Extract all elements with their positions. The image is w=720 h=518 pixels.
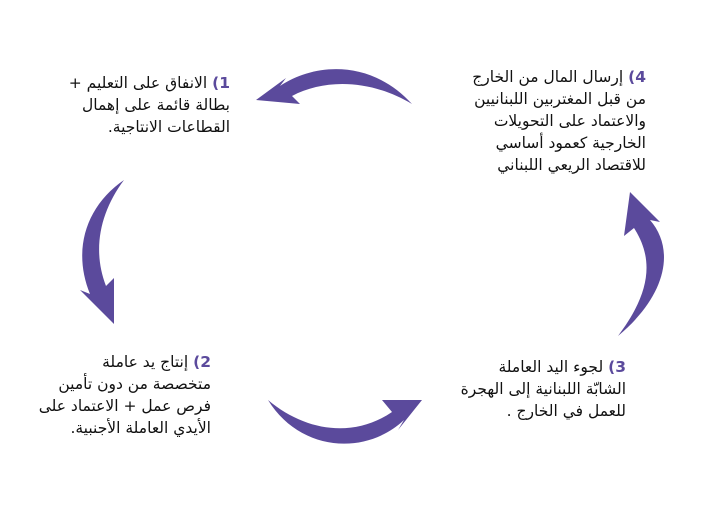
step-text-line: لجوء اليد العاملة	[498, 358, 604, 376]
arrow-1-to-2	[80, 180, 124, 324]
step-text-line: الانفاق على التعليم +	[68, 74, 208, 92]
step-text-line: متخصصة من دون تأمين	[58, 375, 211, 393]
step-number: 2)	[193, 353, 211, 371]
step-text-line: الأيدي العاملة الأجنبية.	[70, 419, 211, 437]
arrow-4-to-1	[256, 69, 412, 104]
step-text-line: الخارجية كعمود أساسي	[495, 134, 646, 152]
cycle-step-2	[39, 351, 211, 439]
step-text-line: والاعتماد على التحويلات	[493, 112, 646, 130]
arrow-3-to-4	[618, 192, 664, 336]
step-text-line: من قبل المغتربين اللبنانيين	[474, 90, 646, 108]
cycle-step-4	[472, 66, 646, 176]
step-number: 4)	[628, 68, 646, 86]
step-number: 1)	[212, 74, 230, 92]
step-number: 3)	[608, 358, 626, 376]
cycle-step-3	[461, 356, 626, 422]
step-text-line: إنتاج يد عاملة	[102, 353, 189, 371]
step-text-line: فرص عمل + الاعتماد على	[38, 397, 211, 415]
step-text-line: للعمل في الخارج .	[506, 402, 626, 420]
step-text-line: إرسال المال من الخارج	[472, 68, 624, 86]
step-text-line: للاقتصاد الريعي اللبناني	[497, 156, 646, 174]
cycle-step-1	[69, 72, 230, 138]
step-text-line: الشابّة اللبنانية إلى الهجرة	[460, 380, 626, 398]
arrow-2-to-3	[268, 400, 422, 444]
step-text-line: بطالة قائمة على إهمال	[81, 96, 230, 114]
step-text-line: القطاعات الانتاجية.	[107, 118, 230, 136]
